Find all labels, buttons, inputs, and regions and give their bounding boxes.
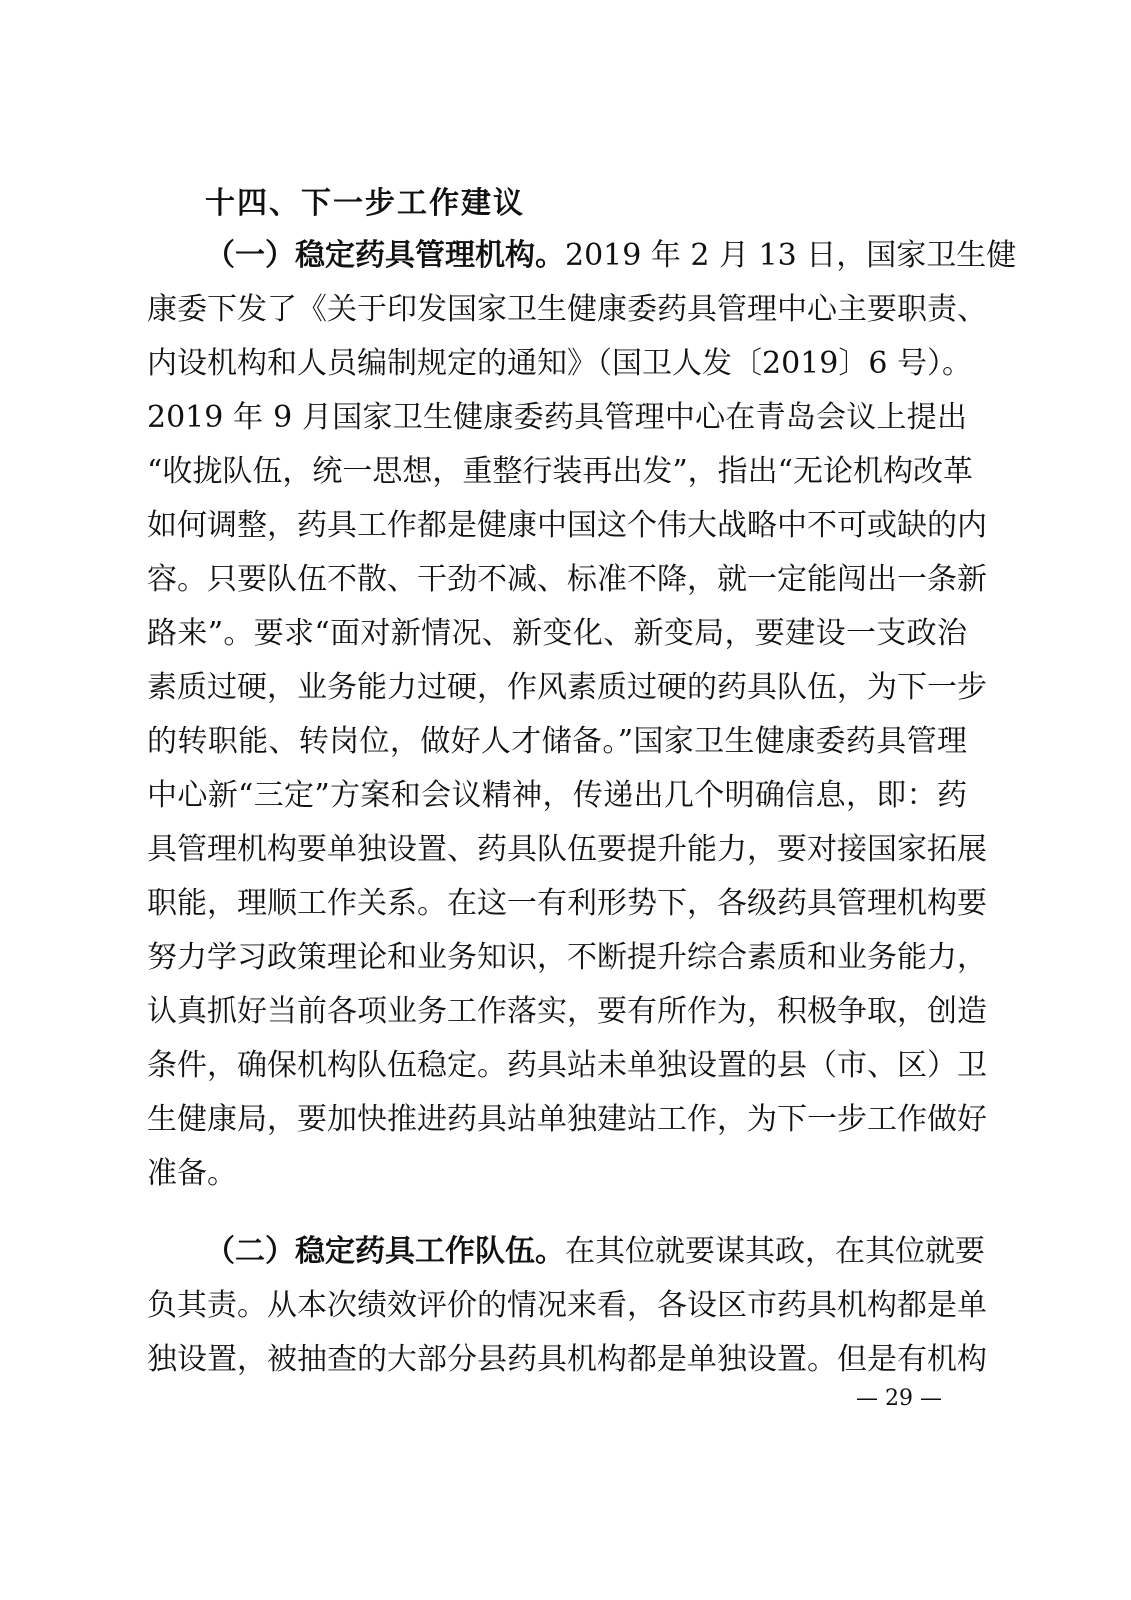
paragraph-line: 独设置，被抽查的大部分县药具机构都是单独设置。但是有机构 [147,1342,987,1377]
paragraph-line: 具管理机构要单独设置、药具队伍要提升能力，要对接国家拓展 [147,832,987,867]
paragraph-line: 认真抓好当前各项业务工作落实，要有所作为，积极争取，创造 [147,994,987,1029]
paragraph-line: 2019 年 9 月国家卫生健康委药具管理中心在青岛会议上提出 [147,400,967,435]
paragraph-line: 生健康局，要加快推进药具站单独建站工作，为下一步工作做好 [147,1102,987,1137]
page-number: — 29 — [856,1386,942,1411]
subsection-title: （一）稳定药具管理机构。 [205,238,565,273]
paragraph-text: 2019 年 2 月 13 日，国家卫生健 [565,238,1017,273]
paragraph-line: 职能，理顺工作关系。在这一有利形势下，各级药具管理机构要 [147,886,987,921]
paragraph-line: 容。只要队伍不散、干劲不减、标准不降，就一定能闯出一条新 [147,562,987,597]
subsection-title: （二）稳定药具工作队伍。 [205,1234,565,1269]
paragraph-line: 条件，确保机构队伍稳定。药具站未单独设置的县（市、区）卫 [147,1048,987,1083]
paragraph-line: 负其责。从本次绩效评价的情况来看，各设区市药具机构都是单 [147,1288,987,1323]
paragraph-line: 中心新“三定”方案和会议精神，传递出几个明确信息，即：药 [147,778,967,813]
paragraph-line: 路来”。要求“面对新情况、新变化、新变局，要建设一支政治 [147,616,967,651]
paragraph-line: “收拢队伍，统一思想，重整行装再出发”，指出“无论机构改革 [147,454,974,489]
paragraph-line: 内设机构和人员编制规定的通知》（国卫人发〔2019〕6 号）。 [147,346,972,381]
paragraph-line [205,230,1017,282]
paragraph-line: 如何调整，药具工作都是健康中国这个伟大战略中不可或缺的内 [147,508,987,543]
paragraph-line: 努力学习政策理论和业务知识，不断提升综合素质和业务能力， [147,940,987,975]
paragraph-line: 的转职能、转岗位，做好人才储备。”国家卫生健康委药具管理 [147,724,967,759]
section-heading: 十四、下一步工作建议 [205,186,525,221]
paragraph-line [205,1226,985,1278]
paragraph-line: 准备。 [147,1156,237,1191]
paragraph-text: 在其位就要谋其政，在其位就要 [565,1234,985,1269]
paragraph-line: 康委下发了《关于印发国家卫生健康委药具管理中心主要职责、 [147,292,987,327]
paragraph-line: 素质过硬，业务能力过硬，作风素质过硬的药具队伍，为下一步 [147,670,987,705]
